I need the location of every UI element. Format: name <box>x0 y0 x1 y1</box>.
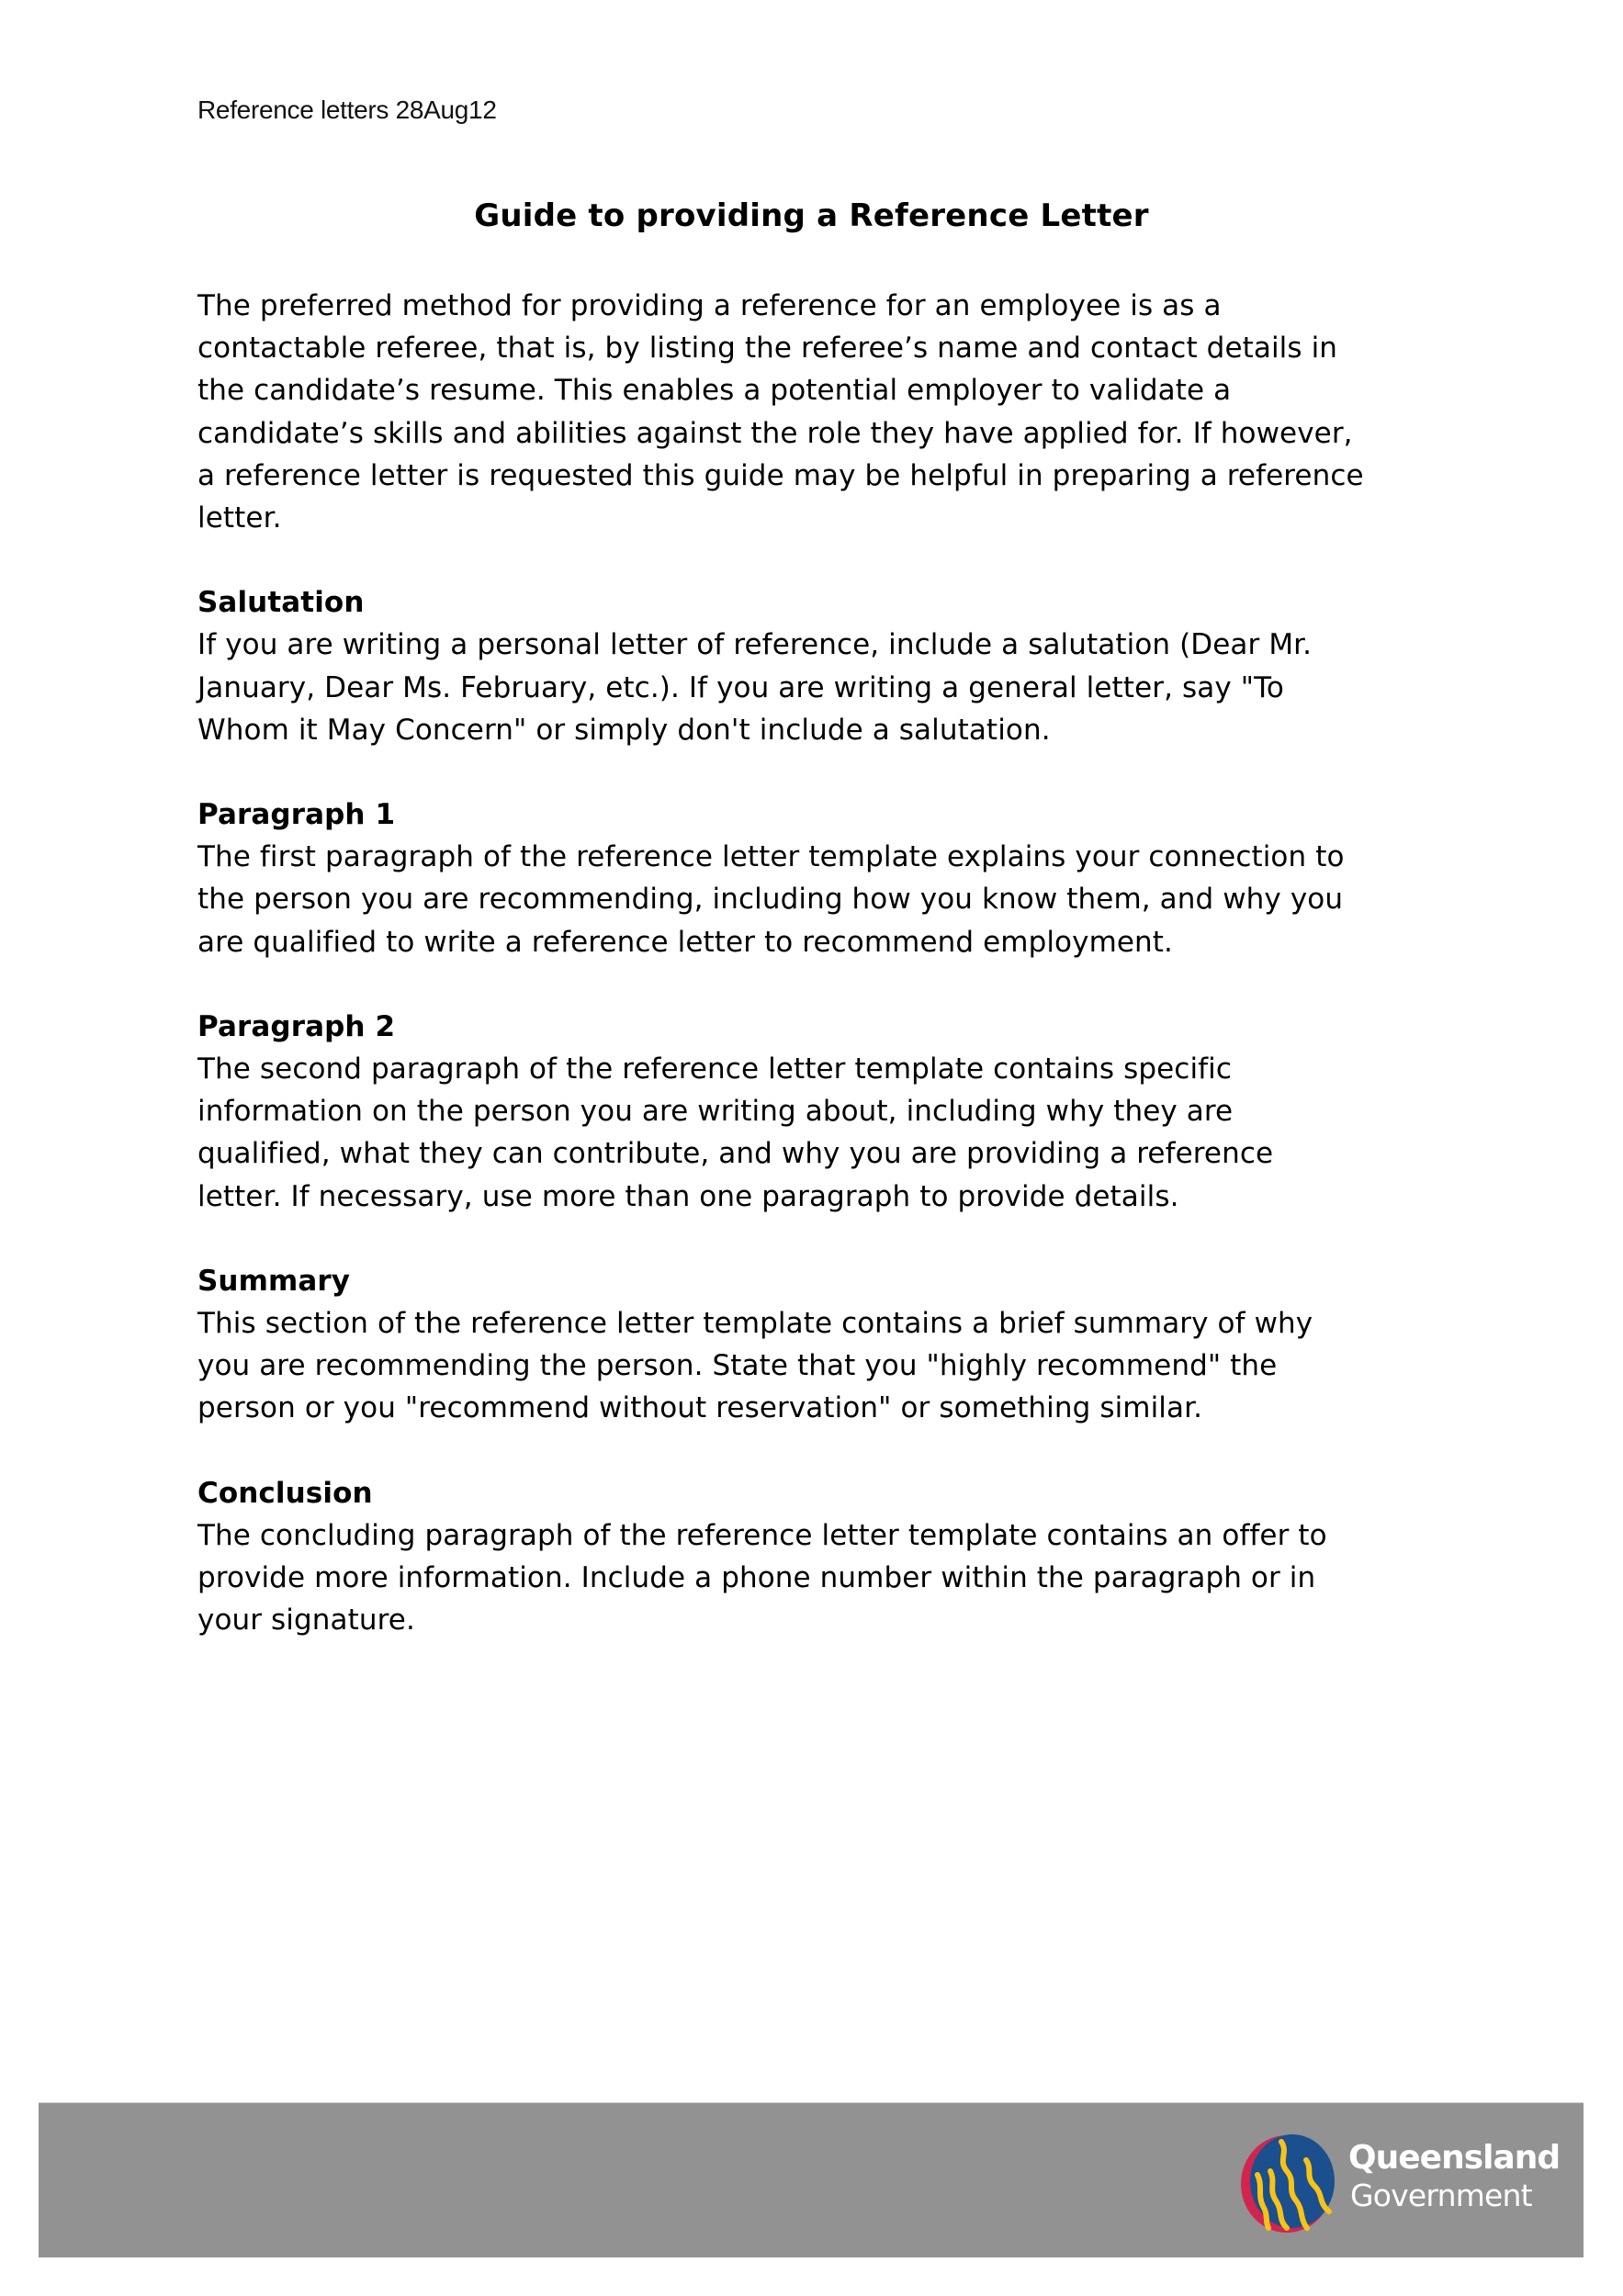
text-line: This section of the reference letter template contains a brief summary of why <box>197 1307 1313 1341</box>
section-heading: Conclusion <box>197 1476 373 1510</box>
text-line: information on the person you are writing about, including why they are <box>197 1095 1234 1129</box>
text-line: contactable referee, that is, by listing the referee’s name and contact details in <box>197 332 1338 366</box>
section-paragraph <box>197 624 1502 751</box>
section-heading: Salutation <box>197 586 365 620</box>
logo-wordmark <box>1348 2133 1560 2213</box>
section-paragraph-1 <box>197 793 1502 963</box>
document-body <box>197 285 1502 1641</box>
text-line: person or you "recommend without reservation" or something similar. <box>197 1391 1203 1425</box>
section-heading: Summary <box>197 1264 351 1298</box>
section-summary <box>197 1260 1502 1430</box>
logo-text-government: Government <box>1350 2178 1532 2213</box>
intro-paragraph <box>197 285 1502 539</box>
section-conclusion <box>197 1472 1502 1642</box>
text-line: the candidate’s resume. This enables a potential employer to validate a <box>197 374 1232 408</box>
text-line: you are recommending the person. State that you "highly recommend" the <box>197 1349 1278 1383</box>
text-line: If you are writing a personal letter of reference, include a salutation (Dear Mr. <box>197 628 1313 662</box>
section-heading: Paragraph 2 <box>197 1009 396 1043</box>
text-line: The first paragraph of the reference letter template explains your connection to <box>197 840 1345 874</box>
queensland-government-emblem-icon <box>1234 2133 1348 2234</box>
text-line: letter. If necessary, use more than one paragraph to provide details. <box>197 1179 1179 1213</box>
text-line: The preferred method for providing a reference for an employee is as a <box>197 289 1222 322</box>
text-line: letter. <box>197 501 282 535</box>
text-line: the person you are recommending, including how you know them, and why you <box>197 883 1344 917</box>
text-line: your signature. <box>197 1604 415 1638</box>
text-line: Whom it May Concern" or simply don't include a salutation. <box>197 713 1051 747</box>
section-salutation <box>197 581 1502 751</box>
text-line: The concluding paragraph of the reference letter template contains an offer to <box>197 1518 1327 1552</box>
text-line: provide more information. Include a phone number within the paragraph or in <box>197 1561 1316 1595</box>
section-paragraph <box>197 836 1502 963</box>
text-line: are qualified to write a reference letter to recommend employment. <box>197 925 1173 959</box>
running-header: Reference letters 28Aug12 <box>197 96 497 124</box>
text-line: January, Dear Ms. February, etc.). If you are writing a general letter, say "To <box>197 670 1284 704</box>
text-line: candidate’s skills and abilities against the role they have applied for. If however, <box>197 416 1353 450</box>
section-paragraph <box>197 1514 1502 1642</box>
section-paragraph <box>197 1302 1502 1430</box>
section-paragraph-2 <box>197 1006 1502 1218</box>
queensland-government-logo <box>1234 2133 1564 2234</box>
text-line: The second paragraph of the reference letter template contains specific <box>197 1052 1233 1086</box>
section-heading: Paragraph 1 <box>197 798 396 832</box>
logo-text-queensland: Queensland <box>1348 2139 1561 2177</box>
text-line: a reference letter is requested this guide may be helpful in preparing a reference <box>197 458 1364 492</box>
document-title: Guide to providing a Reference Letter <box>474 197 1149 234</box>
section-paragraph <box>197 1048 1502 1218</box>
text-line: qualified, what they can contribute, and why you are providing a reference <box>197 1137 1274 1171</box>
